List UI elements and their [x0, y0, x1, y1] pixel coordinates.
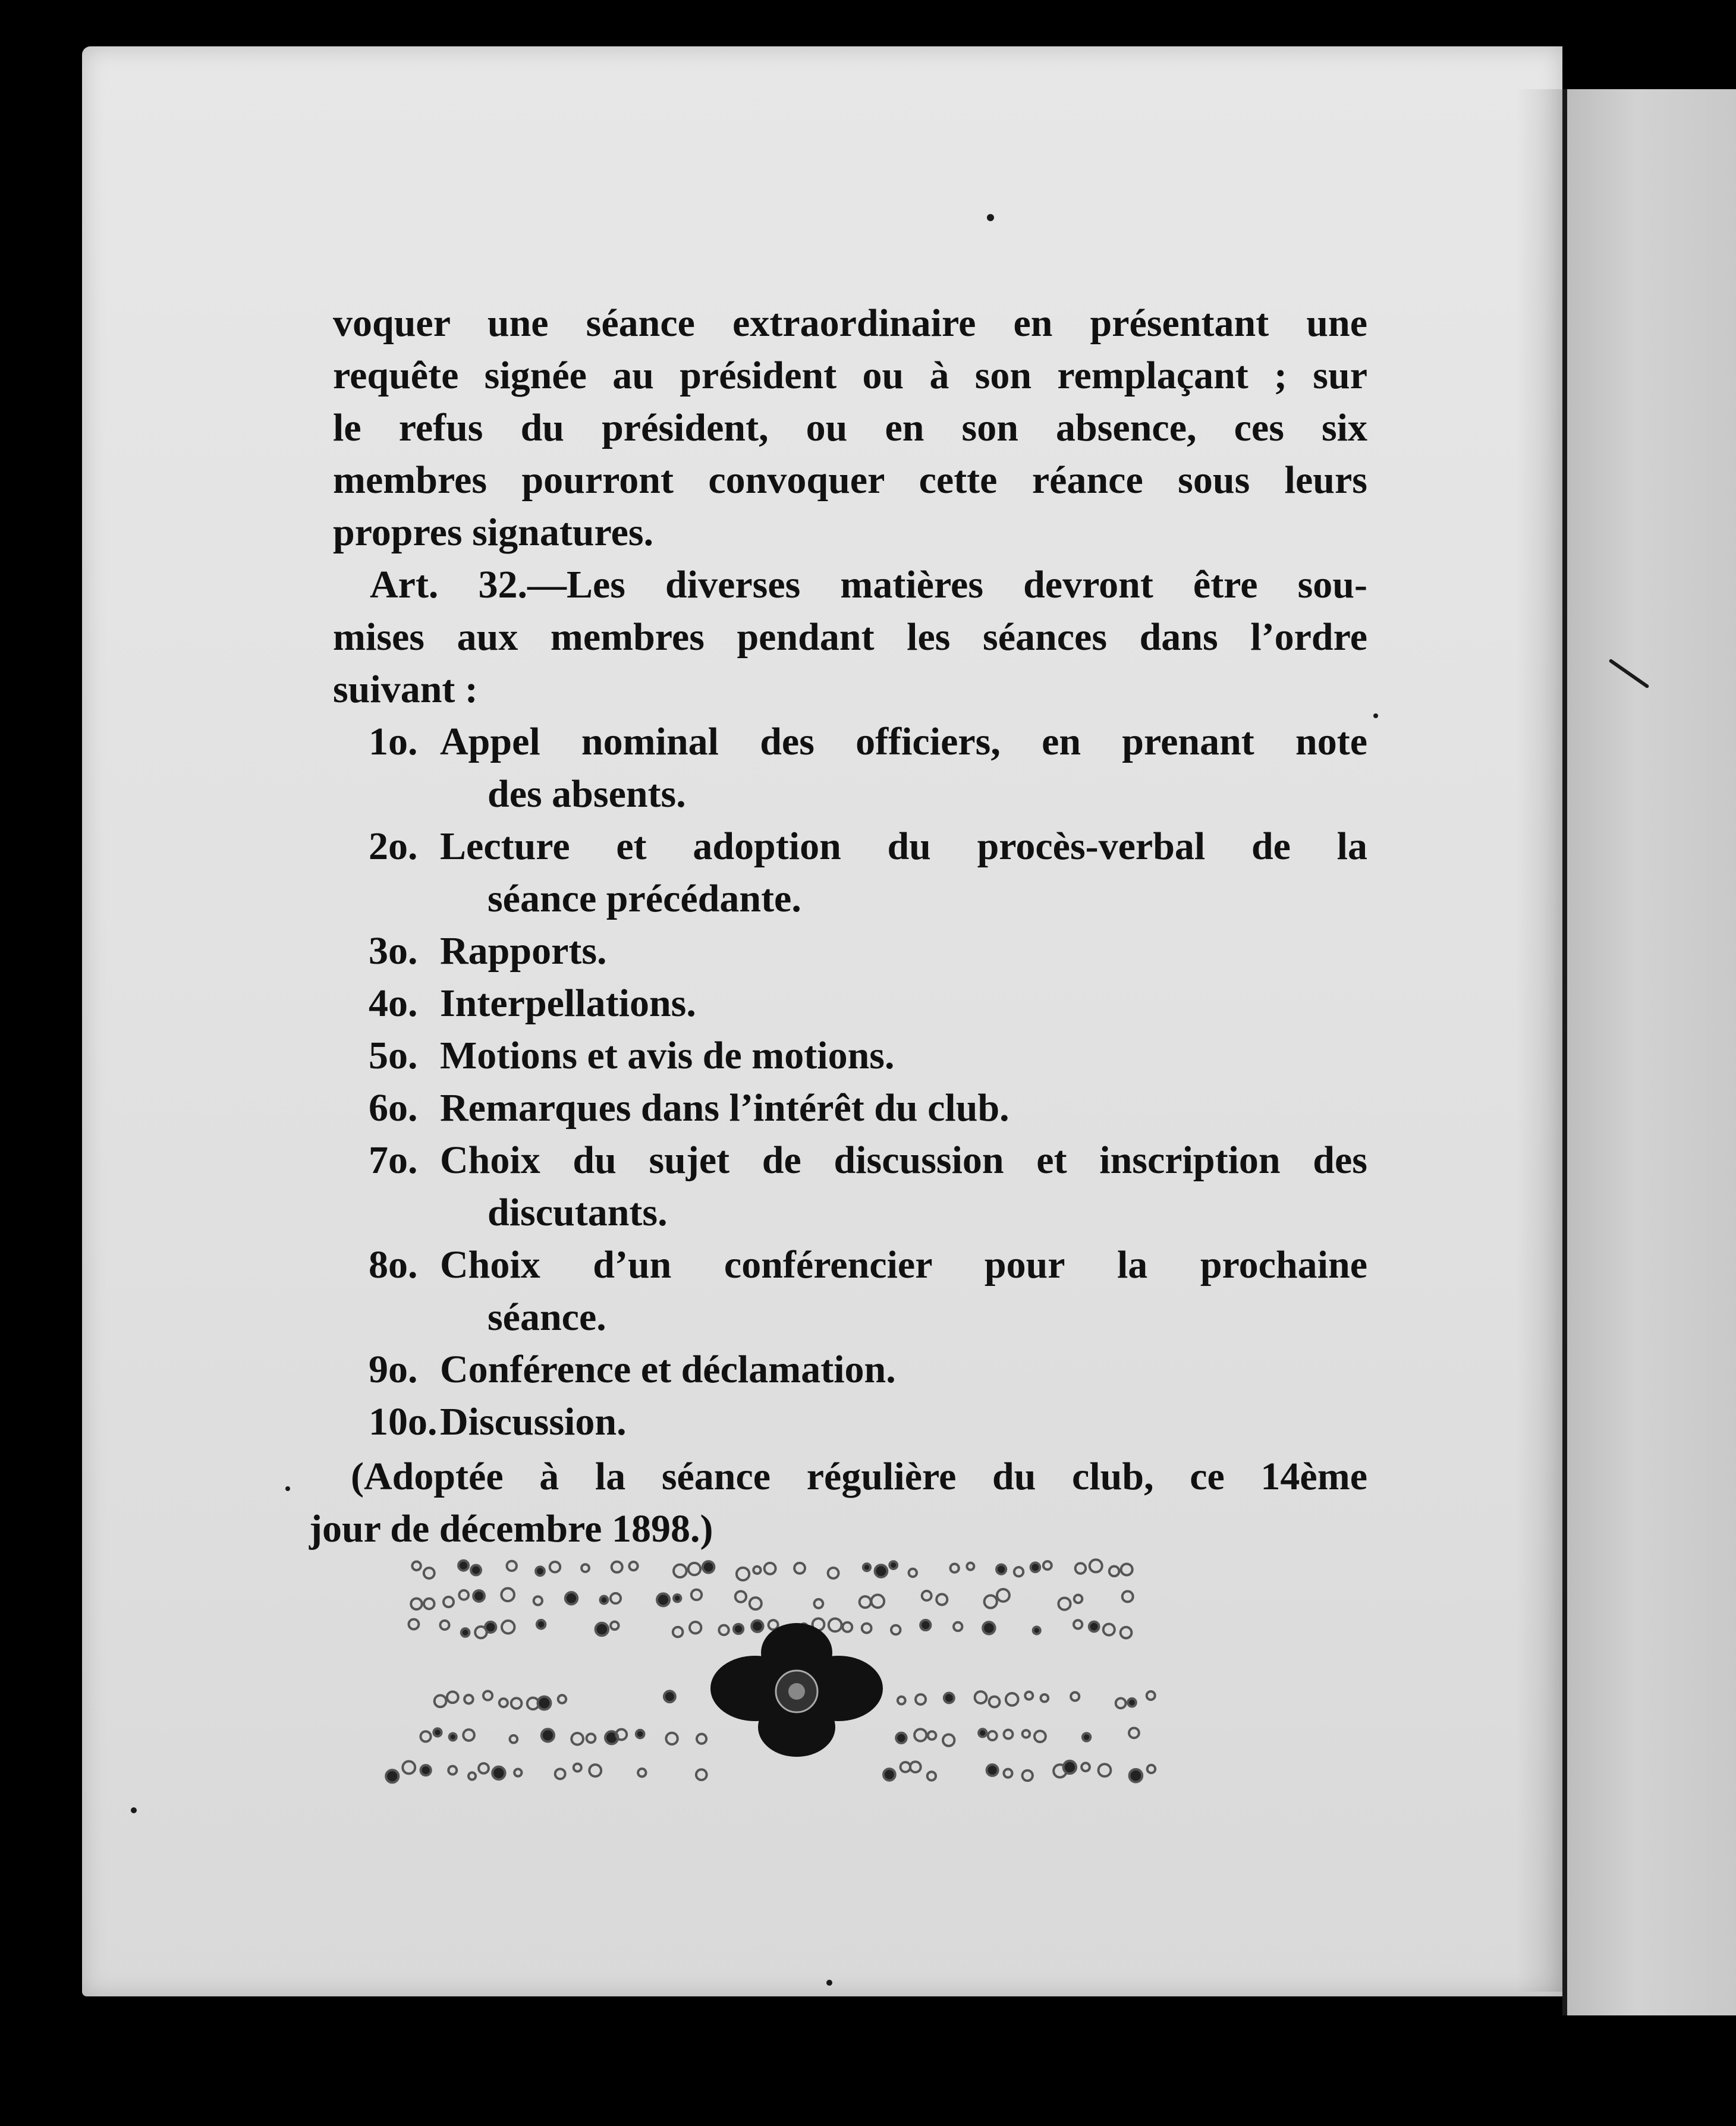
perforation-dot: [468, 1772, 476, 1779]
perforation-dot: [862, 1624, 872, 1633]
perforation-dot: [459, 1590, 468, 1600]
perforation-dot: [542, 1729, 554, 1741]
perforation-dot: [875, 1565, 888, 1577]
perforation-dot: [1034, 1731, 1046, 1742]
perforation-dot: [696, 1769, 707, 1780]
perforation-dot: [555, 1769, 565, 1779]
perforation-dot: [943, 1734, 954, 1746]
perforation-dot: [420, 1731, 430, 1741]
perforation-dot: [386, 1770, 398, 1782]
perforation-dot: [1043, 1561, 1052, 1570]
perforation-dot: [550, 1562, 560, 1572]
list-item: [333, 716, 1367, 820]
list-item-text: [440, 925, 1367, 977]
perforation-dot: [657, 1593, 669, 1606]
perforation-dot: [1099, 1764, 1111, 1776]
perforation-dot: [1004, 1769, 1012, 1778]
perforation-dot: [411, 1599, 422, 1609]
perforation-dot: [1064, 1761, 1076, 1773]
perforation-dot: [697, 1734, 706, 1744]
perforation-dot: [485, 1622, 496, 1633]
perforation-dot: [444, 1597, 454, 1607]
perforation-dot: [989, 1697, 1000, 1707]
flower-ornament-icon: [710, 1623, 883, 1757]
perforation-dot: [1116, 1698, 1126, 1708]
perforation-dot: [922, 1591, 932, 1600]
list-item-number: 1o.: [369, 720, 418, 763]
list-item-text: [440, 1082, 1367, 1134]
perforation-dot: [502, 1621, 514, 1633]
perforation-dot: [611, 1622, 618, 1630]
text-line: voquer une séance extraordinaire en présentant une: [333, 301, 1367, 345]
perforation-dot: [1058, 1598, 1070, 1610]
perforation-dot: [735, 1592, 746, 1602]
list-item-number: 9o.: [369, 1348, 418, 1391]
perforation-dot: [1109, 1567, 1119, 1577]
perforation-dot: [1075, 1563, 1086, 1573]
perforation-dot: [983, 1622, 995, 1634]
perforation-dot: [511, 1698, 522, 1709]
perforated-seal-ornament: [380, 1546, 1165, 1807]
list-item: [333, 1082, 1367, 1134]
perforation-dot: [750, 1597, 762, 1609]
list-item: [333, 1030, 1367, 1082]
list-item-text: [440, 716, 1367, 820]
list-item: [333, 820, 1367, 925]
list-item-number: 3o.: [369, 929, 418, 973]
list-item-text: [440, 1134, 1367, 1239]
text-line: Appel nominal des officiers, en prenant note: [440, 720, 1367, 763]
perforation-dot: [1074, 1620, 1082, 1628]
perforation-dot: [1023, 1730, 1030, 1737]
list-item: [333, 1396, 1367, 1448]
dust-speck: [826, 1980, 832, 1986]
perforation-dot: [492, 1767, 505, 1779]
list-item-text: [440, 977, 1367, 1030]
perforation-dot: [448, 1766, 457, 1775]
perforation-dot: [1122, 1592, 1133, 1602]
list-item-number: 4o.: [369, 982, 418, 1025]
perforation-dot: [507, 1561, 516, 1571]
perforation-dot: [611, 1593, 621, 1603]
perforation-dot: [1074, 1595, 1083, 1603]
perforation-dot: [898, 1697, 905, 1704]
perforation-dot: [896, 1733, 906, 1743]
list-item: [333, 925, 1367, 977]
perforation-dot: [461, 1628, 470, 1637]
list-item-text: [440, 1239, 1367, 1344]
list-item-number: 7o.: [369, 1139, 418, 1182]
perforation-dot: [435, 1695, 446, 1707]
perforation-dot: [471, 1565, 481, 1575]
perforation-dot: [1147, 1765, 1155, 1773]
perforation-dot: [910, 1762, 921, 1772]
text-line: Choix du sujet de discussion et inscription des: [440, 1139, 1367, 1182]
list-item: [333, 1344, 1367, 1396]
text-line: Discussion.: [440, 1400, 627, 1443]
perforation-dot: [664, 1691, 675, 1702]
perforation-dot: [600, 1596, 608, 1604]
perforation-dot: [1129, 1728, 1139, 1738]
perforation-dot: [589, 1765, 601, 1776]
text-line: mises aux membres pendant les séances dans l’ordre: [333, 615, 1367, 659]
list-item: [333, 977, 1367, 1030]
document-text: [309, 297, 1367, 1555]
perforation-dot: [636, 1730, 644, 1738]
perforation-dot: [1071, 1692, 1079, 1700]
perforation-dot: [860, 1596, 871, 1608]
perforation-dot: [1025, 1692, 1033, 1700]
perforation-dot: [673, 1627, 683, 1637]
perforation-dot: [458, 1561, 468, 1571]
text-line: suivant :: [333, 668, 478, 711]
perforation-dot: [1006, 1693, 1018, 1706]
perforation-dot: [703, 1561, 714, 1573]
text-line: requête signée au président ou à son remplaçant ; sur: [333, 354, 1367, 397]
perforation-dot: [587, 1734, 596, 1743]
dust-speck: [131, 1807, 137, 1813]
perforation-dot: [534, 1596, 542, 1605]
perforation-dot: [889, 1561, 897, 1569]
text-line: Lecture et adoption du procès-verbal de la: [440, 825, 1367, 868]
perforation-dot: [688, 1563, 700, 1575]
perforation-dot: [1041, 1694, 1049, 1702]
perforation-dot: [1147, 1691, 1155, 1700]
article-32-paragraph: [333, 559, 1367, 716]
perforation-dot: [447, 1691, 458, 1703]
perforation-dot: [408, 1619, 419, 1630]
perforation-dot: [985, 1595, 997, 1608]
perforation-dot: [666, 1733, 677, 1744]
perforation-dot: [988, 1731, 997, 1740]
perforation-dot: [537, 1697, 551, 1710]
text-line: discutants.: [488, 1191, 668, 1234]
perforation-dot: [433, 1728, 441, 1736]
perforation-dot: [473, 1590, 485, 1602]
perforation-dot: [629, 1562, 637, 1570]
text-line: le refus du président, ou en son absence, ces six: [333, 406, 1367, 449]
list-item: [333, 1134, 1367, 1239]
dust-speck: [987, 214, 994, 221]
perforation-dot: [950, 1564, 958, 1573]
perforation-dot: [1023, 1770, 1033, 1781]
perforation-dot: [954, 1622, 962, 1631]
perforation-dot: [1128, 1699, 1136, 1707]
perforation-dot: [996, 1565, 1006, 1574]
perforation-dot: [499, 1699, 508, 1707]
perforation-dot: [828, 1568, 839, 1578]
perforation-dot: [814, 1599, 823, 1608]
text-line: (Adoptée à la séance régulière du club, ce 14ème: [351, 1455, 1367, 1498]
perforation-dot: [1121, 1627, 1132, 1638]
perforation-dot: [1103, 1624, 1115, 1635]
perforation-dot: [449, 1733, 457, 1740]
perforation-dot: [975, 1691, 987, 1703]
text-line: Motions et avis de motions.: [440, 1034, 895, 1077]
perforation-dot: [421, 1765, 431, 1775]
perforation-dot: [794, 1563, 805, 1574]
perforation-dot: [537, 1620, 545, 1628]
continuation-paragraph: [333, 297, 1367, 559]
perforation-dot: [979, 1729, 986, 1737]
perforation-dot: [1081, 1763, 1090, 1771]
perforation-dot: [916, 1694, 926, 1704]
perforation-dot: [510, 1735, 517, 1743]
perforation-dot: [612, 1562, 622, 1573]
list-item-number: 2o.: [369, 825, 418, 868]
perforation-dot: [997, 1589, 1009, 1602]
text-line: séance.: [488, 1295, 606, 1339]
list-item-text: [440, 1030, 1367, 1082]
list-item-number: 8o.: [369, 1243, 418, 1287]
adoption-note: [309, 1451, 1367, 1555]
list-item-number: 5o.: [369, 1034, 418, 1077]
perforation-dot: [1130, 1769, 1143, 1782]
perforation-dot: [927, 1772, 936, 1780]
perforation-dot: [719, 1625, 728, 1635]
perforation-dot: [1031, 1562, 1040, 1572]
perforation-dot: [536, 1567, 545, 1575]
perforation-dot: [734, 1624, 743, 1634]
dust-speck: [285, 1486, 290, 1491]
perforation-dot: [501, 1589, 514, 1602]
text-line: Art. 32.—Les diverses matières devront être sou-: [370, 563, 1367, 606]
perforation-dot: [987, 1765, 998, 1776]
perforation-dot: [753, 1567, 760, 1574]
perforation-dot: [967, 1563, 974, 1570]
text-line: membres pourront convoquer cette réance sous leurs: [333, 458, 1367, 502]
perforation-dot: [690, 1622, 701, 1633]
list-item-text: [440, 1396, 1367, 1448]
perforation-dot: [1033, 1627, 1040, 1634]
perforation-dot: [514, 1769, 521, 1776]
perforation-dot: [571, 1733, 583, 1745]
text-line: Choix d’un conférencier pour la prochaine: [440, 1243, 1367, 1287]
perforation-dot: [829, 1619, 842, 1632]
perforation-dot: [638, 1769, 646, 1776]
text-line: Rapports.: [440, 929, 607, 973]
perforation-dot: [479, 1763, 489, 1773]
perforation-dot: [737, 1568, 749, 1580]
perforation-dot: [769, 1620, 778, 1630]
perforation-dot: [883, 1769, 895, 1781]
perforation-dot: [909, 1569, 917, 1577]
perforation-dot: [440, 1621, 449, 1630]
perforation-dot: [842, 1622, 852, 1632]
perforation-dot: [914, 1729, 926, 1741]
perforation-dot: [1090, 1559, 1102, 1572]
perforation-dot: [424, 1568, 435, 1578]
perforation-dot: [674, 1565, 687, 1578]
perforation-dot: [920, 1620, 930, 1630]
text-line: Interpellations.: [440, 982, 696, 1025]
perforation-dot: [483, 1691, 492, 1700]
text-line: jour de décembre 1898.): [309, 1507, 713, 1551]
perforation-dot: [751, 1621, 763, 1632]
perforation-dot: [596, 1623, 608, 1636]
perforation-dot: [574, 1764, 581, 1772]
page-fold-shadow: [1516, 89, 1564, 1992]
perforation-dot: [863, 1564, 870, 1571]
list-item-text: [440, 820, 1367, 925]
perforation-dot: [674, 1594, 681, 1602]
list-item: [333, 1239, 1367, 1344]
perforation-dot: [412, 1562, 420, 1570]
text-line: séance précédante.: [488, 877, 801, 920]
perforation-dot: [402, 1762, 415, 1774]
perforation-dot: [944, 1693, 954, 1703]
list-item-number: 6o.: [369, 1086, 418, 1130]
order-of-business-list: [333, 716, 1367, 1448]
perforation-dot: [691, 1590, 702, 1600]
perforation-dot: [1004, 1730, 1013, 1739]
perforation-dot: [1014, 1567, 1023, 1576]
perforation-dot: [765, 1563, 776, 1574]
perforation-dot: [928, 1731, 936, 1740]
perforation-dot: [891, 1625, 900, 1634]
text-line: Remarques dans l’intérêt du club.: [440, 1086, 1009, 1130]
perforation-dot: [1121, 1564, 1133, 1575]
perforation-dot: [936, 1594, 947, 1605]
perforation-dot: [1083, 1733, 1090, 1741]
perforation-dot: [1089, 1622, 1099, 1632]
perforation-dot: [872, 1595, 885, 1608]
text-line: propres signatures.: [333, 511, 654, 554]
perforation-dot: [558, 1695, 566, 1703]
list-item-number: 10o.: [369, 1400, 438, 1443]
next-page-edge: [1562, 89, 1736, 2015]
perforation-dot: [901, 1762, 911, 1772]
perforation-dot: [424, 1599, 435, 1609]
perforation-dot: [463, 1729, 474, 1741]
perforation-dot: [464, 1695, 473, 1703]
dust-speck: [1373, 713, 1378, 718]
text-line: des absents.: [488, 772, 686, 816]
perforation-dot: [565, 1592, 577, 1604]
perforation-dot: [581, 1564, 589, 1572]
text-line: Conférence et déclamation.: [440, 1348, 896, 1391]
list-item-text: [440, 1344, 1367, 1396]
